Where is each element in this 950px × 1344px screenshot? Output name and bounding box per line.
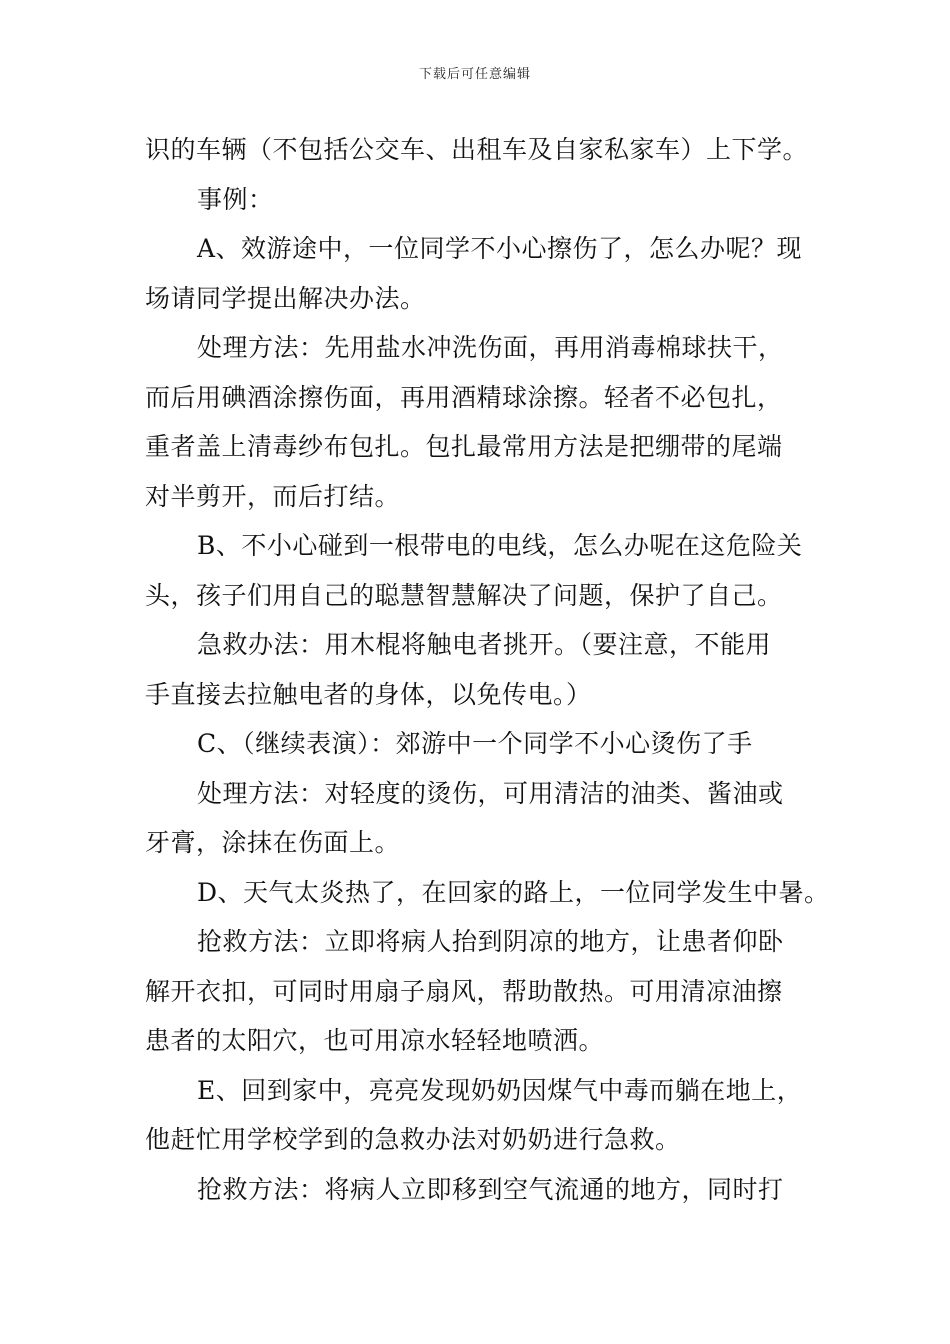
text-line: B、不小心碰到一根带电的电线，怎么办呢在这危险关	[197, 531, 803, 560]
text-line: A、效游途中，一位同学不小心擦伤了，怎么办呢？现	[197, 234, 803, 263]
text-line: 场请同学提出解决办法。	[145, 283, 426, 313]
page-header-note: 下载后可任意编辑	[418, 67, 531, 82]
text-line: C、（继续表演）：郊游中一个同学不小心烫伤了手	[197, 729, 753, 758]
text-line: 抢救方法：将病人立即移到空气流通的地方，同时打	[197, 1174, 784, 1204]
text-line: 头，孩子们用自己的聪慧智慧解决了问题，保护了自己。	[145, 580, 783, 610]
text-line: 抢救方法：立即将病人抬到阴凉的地方，让患者仰卧	[197, 927, 784, 956]
text-line: 患者的太阳穴，也可用凉水轻轻地喷洒。	[145, 1026, 605, 1055]
text-line: 识的车辆（不包括公交车、出租车及自家私家车）上下学。	[145, 135, 809, 164]
document-body	[145, 125, 830, 1214]
text-line: E、回到家中，亮亮发现奶奶因煤气中毒而躺在地上，	[197, 1075, 803, 1105]
text-line: 急救办法：用木棍将触电者挑开。（要注意，不能用	[197, 630, 772, 659]
text-line: 而后用碘酒涂擦伤面，再用酒精球涂擦。轻者不必包扎，	[145, 382, 783, 412]
text-line: 处理方法：先用盐水冲洗伤面，再用消毒棉球扶干，	[197, 333, 784, 362]
text-line: D、天气太炎热了，在回家的路上，一位同学发生中暑。	[197, 877, 830, 907]
text-line: 手直接去拉触电者的身体，以免传电。）	[145, 679, 592, 709]
text-line: 事例：	[197, 184, 274, 214]
text-line: 处理方法：对轻度的烫伤，可用清洁的油类、酱油或	[197, 778, 784, 808]
text-line: 重者盖上清毒纱布包扎。包扎最常用方法是把绷带的尾端	[145, 432, 783, 461]
text-line: 他赶忙用学校学到的急救办法对奶奶进行急救。	[145, 1125, 681, 1154]
text-line: 解开衣扣，可同时用扇子扇风，帮助散热。可用清凉油擦	[145, 976, 783, 1006]
text-line: 牙膏，涂抹在伤面上。	[145, 828, 401, 857]
text-line: 对半剪开，而后打结。	[145, 481, 401, 511]
